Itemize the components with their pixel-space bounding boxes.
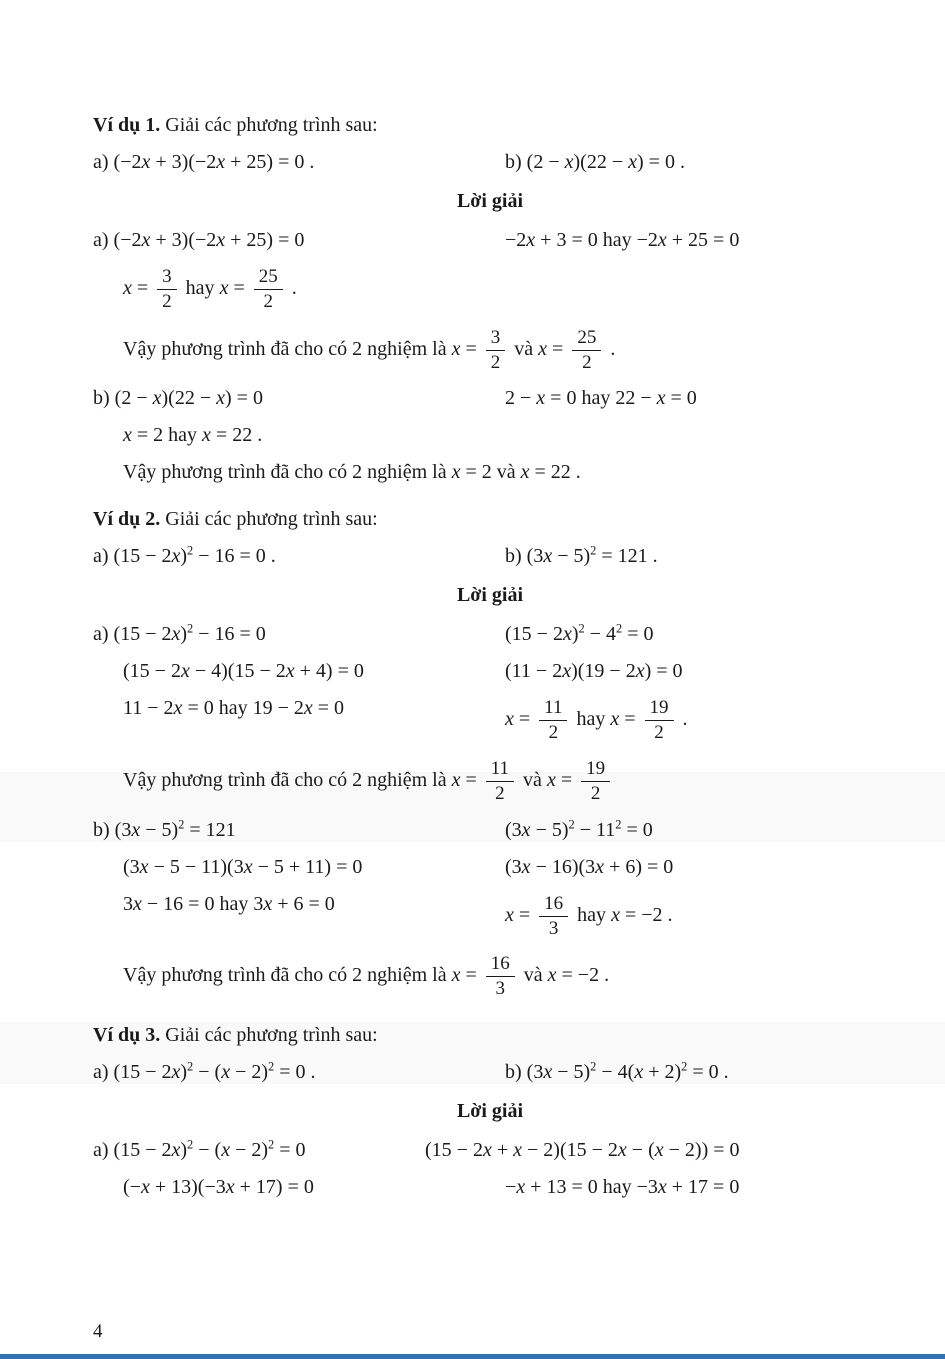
fraction-denominator: 2 bbox=[162, 290, 172, 312]
fraction-numerator: 3 bbox=[157, 266, 177, 290]
equation-right: −x + 13 = 0 hay −3x + 17 = 0 bbox=[505, 1176, 740, 1199]
fraction bbox=[157, 266, 177, 313]
equation-row bbox=[93, 1137, 887, 1164]
fraction-numerator: 19 bbox=[581, 758, 610, 782]
equation-row bbox=[93, 854, 887, 881]
fraction-denominator: 2 bbox=[590, 782, 601, 804]
fraction-denominator: 2 bbox=[582, 351, 592, 373]
equation-row bbox=[93, 891, 887, 942]
equation-right: b) $(3x - 5)^2 - 4(x + 2)^2 = 0$ . bbox=[505, 1059, 729, 1084]
fraction-numerator: 19 bbox=[645, 697, 674, 721]
equation-row bbox=[93, 817, 887, 844]
fraction-denominator: 3 bbox=[548, 917, 559, 939]
equation-right: $(15 - 2x)^2 - 4^2 = 0$ bbox=[505, 621, 654, 646]
fraction-denominator: 2 bbox=[495, 782, 505, 804]
solution-label: Lời giải bbox=[456, 584, 524, 607]
fraction bbox=[254, 266, 283, 313]
fraction bbox=[539, 697, 567, 744]
fraction-denominator: 2 bbox=[548, 722, 559, 744]
example-heading-text: Giải các phương trình sau: bbox=[160, 508, 378, 531]
equation-left: a) (−2x + 3)(−2x + 25) = 0 . bbox=[93, 151, 315, 173]
solution-line: Vậy phương trình đã cho có 2 nghiệm là x = 2 và x = 22 . bbox=[123, 461, 581, 484]
example-heading-text: Giải các phương trình sau: bbox=[160, 1024, 378, 1047]
solution-label: Lời giải bbox=[456, 190, 524, 212]
example-label: Ví dụ 3. bbox=[93, 1024, 161, 1047]
equation-right: −2x + 3 = 0 hay −2x + 25 = 0 bbox=[505, 229, 740, 251]
equation-right: b) (2 − x)(22 − x) = 0 . bbox=[505, 151, 685, 173]
equation-right: (15 − 2x + x − 2)(15 − 2x − (x − 2)) = 0 bbox=[425, 1139, 740, 1162]
example-heading-text: Giải các phương trình sau: bbox=[160, 114, 378, 136]
equation-row bbox=[93, 385, 887, 412]
fraction-denominator: 2 bbox=[263, 290, 273, 312]
fraction-numerator: 11 bbox=[486, 758, 514, 782]
example-heading bbox=[93, 112, 887, 139]
equation-row bbox=[93, 658, 887, 685]
page-number: 4 bbox=[93, 1321, 103, 1342]
equation-left: a) $(15 - 2x)^2 - (x - 2)^2 = 0$ . bbox=[93, 1059, 316, 1084]
fraction-numerator: 25 bbox=[572, 327, 601, 351]
solution-line: x = $\frac{3}{2}$ hay x = $\frac{25}{2}$ . bbox=[123, 266, 297, 312]
equation-left: a) $(15 - 2x)^2 - 16 = 0$ . bbox=[93, 543, 276, 568]
fraction bbox=[645, 697, 674, 744]
equation-right: (11 − 2x)(19 − 2x) = 0 bbox=[505, 660, 683, 683]
equation-row bbox=[93, 621, 887, 648]
equation-left: b) (2 − x)(22 − x) = 0 bbox=[93, 387, 263, 410]
fraction bbox=[486, 953, 515, 1000]
equation-row bbox=[93, 695, 887, 746]
example-heading bbox=[93, 506, 887, 533]
equation-right: (3x − 16)(3x + 6) = 0 bbox=[505, 855, 674, 878]
equation-row bbox=[93, 227, 887, 254]
fraction-denominator: 2 bbox=[654, 722, 664, 744]
equation-right: x = $\frac{11}{2}$ hay x = $\frac{19}{2}$ . bbox=[505, 697, 688, 744]
fraction-denominator: 3 bbox=[495, 978, 505, 1000]
equation-left: a) (−2x + 3)(−2x + 25) = 0 bbox=[93, 229, 305, 251]
fraction-denominator: 2 bbox=[490, 351, 501, 373]
page-bottom-border bbox=[0, 1354, 945, 1359]
fraction-numerator: 11 bbox=[539, 697, 567, 721]
equation-row bbox=[93, 1059, 887, 1086]
solution-label: Lời giải bbox=[456, 1100, 524, 1123]
equation-left: (3x − 5 − 11)(3x − 5 + 11) = 0 bbox=[123, 855, 363, 878]
solution-line: Vậy phương trình đã cho có 2 nghiệm là x = $\frac{16}{3}$ và x = −2 . bbox=[123, 953, 610, 1000]
equation-left: a) $(15 - 2x)^2 - 16 = 0$ bbox=[93, 621, 266, 646]
equation-right: x = $\frac{16}{3}$ hay x = −2 . bbox=[505, 892, 673, 939]
solution-line: Vậy phương trình đã cho có 2 nghiệm là x = $\frac{11}{2}$ và x = $\frac{19}{2}$ bbox=[93, 756, 887, 807]
equation-left: 11 − 2x = 0 hay 19 − 2x = 0 bbox=[123, 697, 345, 720]
equation-left: (15 − 2x − 4)(15 − 2x + 4) = 0 bbox=[123, 660, 364, 683]
fraction bbox=[486, 758, 514, 805]
solution-line: Vậy phương trình đã cho có 2 nghiệm là x = $\frac{3}{2}$ và x = $\frac{25}{2}$ . bbox=[123, 326, 616, 373]
fraction-numerator: 16 bbox=[486, 953, 515, 977]
fraction-numerator: 25 bbox=[254, 266, 283, 290]
equation-left: (−x + 13)(−3x + 17) = 0 bbox=[123, 1176, 314, 1199]
equation-right: 2 − x = 0 hay 22 − x = 0 bbox=[505, 387, 697, 410]
equation-row bbox=[93, 149, 887, 176]
equation-row bbox=[93, 543, 887, 570]
equation-row bbox=[93, 1174, 887, 1201]
equation-left: 3x − 16 = 0 hay 3x + 6 = 0 bbox=[123, 892, 335, 915]
equation-right: $(3x - 5)^2 - 11^2 = 0$ bbox=[505, 817, 653, 841]
fraction bbox=[572, 327, 601, 374]
fraction bbox=[581, 758, 610, 805]
fraction-numerator: 16 bbox=[539, 893, 568, 917]
fraction-numerator: 3 bbox=[486, 327, 506, 351]
equation-left: a) $(15 - 2x)^2 - (x - 2)^2 = 0$ bbox=[93, 1137, 306, 1162]
fraction bbox=[539, 893, 568, 940]
example-heading bbox=[93, 1022, 887, 1049]
example-label: Ví dụ 2. bbox=[93, 508, 161, 531]
equation-right: b) $(3x - 5)^2 = 121$ . bbox=[505, 543, 658, 568]
equation-left: b) $(3x - 5)^2 = 121$ bbox=[93, 817, 236, 841]
fraction bbox=[486, 327, 506, 374]
solution-line: x = 2 hay x = 22 . bbox=[123, 424, 263, 447]
example-label: Ví dụ 1. bbox=[93, 114, 161, 136]
